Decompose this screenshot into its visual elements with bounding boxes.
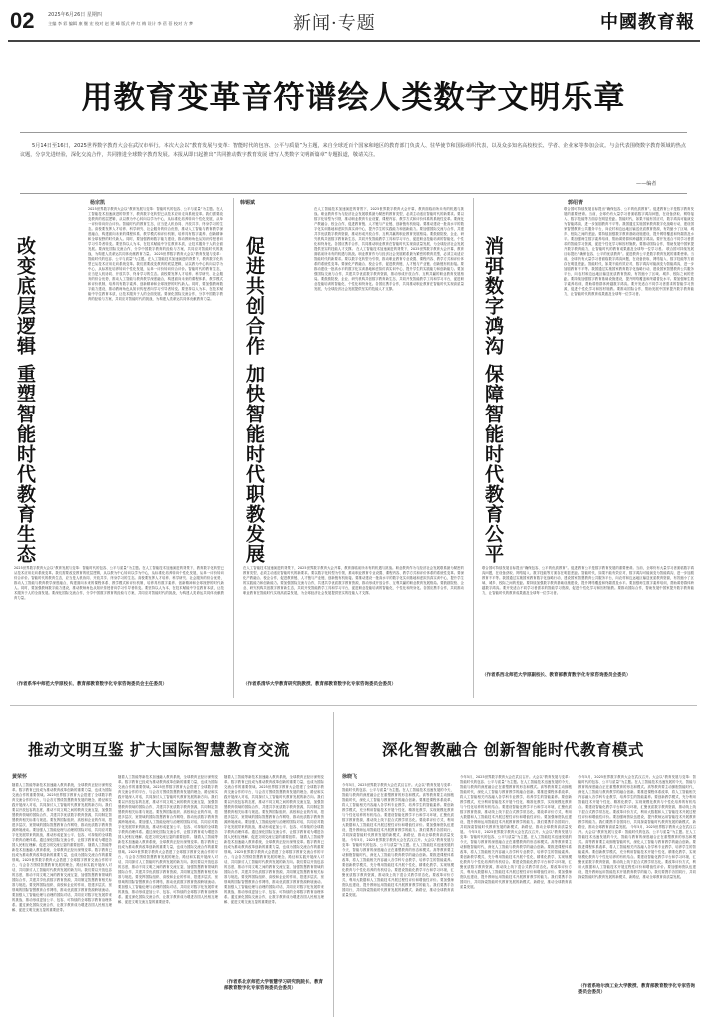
column-divider (473, 198, 474, 698)
section-name: 新闻·专题 (293, 13, 376, 34)
editor-note (20, 142, 686, 159)
column-caption: （作者系华中师范大学原校长、教育部教育数字化专家咨询委员会主任委员） (14, 682, 167, 687)
section-rule (10, 705, 697, 706)
column-title: 消弭数字鸿沟 保障智能时代教育公平 (482, 236, 504, 564)
bottom-divider (333, 712, 334, 1017)
bottom-body-col1: 今年5月，2025世界数字教育大会在武汉召开。大会以“教育发展与变革：智能时代的包容、公平与质量”为主题。在人工智能技术迅速发展的今天，智能与教育的深度融合正在重塑教育的形态和模式。高等教育要主动拥抱智能时代，深化人工智能与教育教学的融合创新。要推进课程体系改革，将人工智能相关内容融入各学科专业教学，培养学生的智能素养。要创新教学模式，充分利用智能技术开展个性化、精准化教学，实现规模化教育与个性化培养的有机结合。要建设智能化教学平台和学习环境，汇聚优质数字教育资源，推动线上线下混合式教学常态化。要改革评价方式，利用大数据和人工智能技术开展过程性评价和增值性评价。要加强师资队伍建设，提升教师运用智能技术开展教育教学的能力。我们要携手各国同行，共同探索智能时代教育发展的新模式、新路径，推动全球教育高质量发展。 今年5月，2025世界数字教育大会在武汉召开。大会以“教育发展与变革：智能时代的包容、公平与质量”为主题。在人工智能技术迅速发展的今天，智能与教育的深度融合正在重塑教育的形态和模式。高等教育要主动拥抱智能时代，深化人工智能与教育教学的融合创新。要推进课程体系改革，将人工智能相关内容融入各学科专业教学，培养学生的智能素养。要创新教学模式，充分利用智能技术开展个性化、精准化教学，实现规模化教育与个性化培养的有机结合。要建设智能化教学平台和学习环境，汇聚优质数字教育资源，推动线上线下混合式教学常态化。要改革评价方式，利用大数据和人工智能技术开展过程性评价和增值性评价。要加强师资队伍建设，提升教师运用智能技术开展教育教学的能力。我们要携手各国同行，共同探索智能时代教育发展的新模式、新路径，推动全球教育高质量发展。 (342, 783, 454, 897)
column-body-lower: 2025世界数字教育大会以“教育发展与变革：智能时代的包容、公平与质量”为主题。在人工智能技术加速演进的背景下，教育数字化转型已从技术应用走向系统变革。我们需要改变教育的底层逻辑，从以教为中心转向以学为中心，从标准化培养转向个性化发展，从单一评价转向综合评价。智能时代的教育生态，应当是人机协同、开放共享、终身学习的生态。高校要发挥人才培养、科学研究、社会服务的综合优势，推动人工智能与教育教学深度融合，构建面向未来的课程体系、教学模式和评价机制，培养具有数字素养、创新精神和全球视野的时代新人。同时，要加强教师数字能力建设，推动教师角色从知识传授者向学习引导者转变。要坚持以人为本，在技术赋能中守住教育本质，让技术服务于人的全面发展。要深化国际交流合作，分享中国数字教育的经验与方案，共同应对智能时代的挑战，为构建人类命运共同体贡献教育力量。 (14, 566, 224, 600)
headline: 用教育变革音符谱绘人类数字文明乐章 (81, 80, 626, 116)
page-number: 02 (10, 8, 35, 33)
bottom-title: 深化智教融合 创新智能时代教育模式 (382, 741, 644, 759)
bottom-body-col3: 随着人工智能等新技术加速融入教育系统，全球教育正经历深刻变革。数字教育已经成为推动教育改革创新的重要力量，也成为国际交流合作的重要领域。2025世界数字教育大会搭建了全球数字教育交流合作的平台，与会各方围绕智慧教育发展的理念、路径和实践开展深入对话，共同探讨人工智能时代教育发展的新方向。我们要以开放包容的态度，推动不同文明之间的教育交流互鉴，加强智慧教育领域的国际合作，共建共享优质数字教育资源，共同制定智慧教育相关标准与规范。要发挥国际组织、高校和企业的作用，搭建多层次、宽领域的国际智慧教育合作网络，推动优质数字教育资源跨境流动。要加强人工智能伦理与治理的国际对话，共同应对数字化发展带来的挑战，推动形成更加公平、包容、可持续的全球数字教育治理体系。通过深化国际交流合作，让数字教育成为增进各国人民相互理解、促进文明交流互鉴的重要纽带。 随着人工智能等新技术加速融入教育系统，全球教育正经历深刻变革。数字教育已经成为推动教育改革创新的重要力量，也成为国际交流合作的重要领域。2025世界数字教育大会搭建了全球数字教育交流合作的平台，与会各方围绕智慧教育发展的理念、路径和实践开展深入对话，共同探讨人工智能时代教育发展的新方向。我们要以开放包容的态度，推动不同文明之间的教育交流互鉴，加强智慧教育领域的国际合作，共建共享优质数字教育资源，共同制定智慧教育相关标准与规范。要发挥国际组织、高校和企业的作用，搭建多层次、宽领域的国际智慧教育合作网络，推动优质数字教育资源跨境流动。要加强人工智能伦理与治理的国际对话，共同应对数字化发展带来的挑战，推动形成更加公平、包容、可持续的全球数字教育治理体系。通过深化国际交流合作，让数字教育成为增进各国人民相互理解、促进文明交流互鉴的重要纽带。 (224, 775, 324, 904)
bottom-author: 徐晓飞 (342, 774, 358, 780)
editor-note-text: 5月14日至16日，2025世界数字教育大会在武汉市举行。本次大会以“教育发展与变革：智能时代的包容、公平与质量”为主题，来自全球近百个国家和地区的教育部门负责人、驻华使节和国际组织代表，以及众多知名高校校长、学者、企业家等参加会议。与会代表围绕数字教育领域的热点议题，分享先进经验，深化交流合作，共同推进全球数字教育发展。本报从即日起推出“共同推动数字教育发展 谱写人类数字文明新篇章”专题报道，敬请关注。 (20, 143, 686, 158)
column-author: 杨宗凯 (90, 200, 106, 206)
column-title: 促进共创合作 加快智能时代职教发展 (243, 236, 265, 564)
header-rule (8, 40, 700, 42)
column-body: 在人工智能技术加速演进的背景下，2025世界数字教育大会开幕，教育面临前所未有的机遇与挑战。职业教育作为与经济社会发展联系最为紧密的教育类型，必须主动适应智能时代的新要求。要以数字化转型为引领，推动职业教育专业设置、课程内容、教学方式和评价体系的系统性变革。要深化产教融合、校企合作，促进教育链、人才链与产业链、创新链有机衔接。要推动建设一批高水平的数字化实训基地和虚拟仿真实训中心，提升学生的实践能力和创新能力。要加强国际交流与合作，共建共享优质数字教育资源，推动形成开放合作、互利共赢的职业教育发展格局。要鼓励院校、企业、研究机构共创数字教育新生态，共同开发智能教学工具和学习平台，促进职业技能培训的智能化、个性化和终身化。各国应携手合作，共同推动职业教育在智能时代实现高质量发展，为全球经济社会发展提供坚实的技能人才支撑。 在人工智能技术加速演进的背景下，2025世界数字教育大会开幕，教育面临前所未有的机遇与挑战。职业教育作为与经济社会发展联系最为紧密的教育类型，必须主动适应智能时代的新要求。要以数字化转型为引领，推动职业教育专业设置、课程内容、教学方式和评价体系的系统性变革。要深化产教融合、校企合作，促进教育链、人才链与产业链、创新链有机衔接。要推动建设一批高水平的数字化实训基地和虚拟仿真实训中心，提升学生的实践能力和创新能力。要加强国际交流与合作，共建共享优质数字教育资源，推动形成开放合作、互利共赢的职业教育发展格局。要鼓励院校、企业、研究机构共创数字教育新生态，共同开发智能教学工具和学习平台，促进职业技能培训的智能化、个性化和终身化。各国应携手合作，共同推动职业教育在智能时代实现高质量发展，为全球经济社会发展提供坚实的技能人才支撑。 (314, 207, 464, 291)
bottom-body-col1: 随着人工智能等新技术加速融入教育系统，全球教育正经历深刻变革。数字教育已经成为推动教育改革创新的重要力量，也成为国际交流合作的重要领域。2025世界数字教育大会搭建了全球数字教育交流合作的平台，与会各方围绕智慧教育发展的理念、路径和实践开展深入对话，共同探讨人工智能时代教育发展的新方向。我们要以开放包容的态度，推动不同文明之间的教育交流互鉴，加强智慧教育领域的国际合作，共建共享优质数字教育资源，共同制定智慧教育相关标准与规范。要发挥国际组织、高校和企业的作用，搭建多层次、宽领域的国际智慧教育合作网络，推动优质数字教育资源跨境流动。要加强人工智能伦理与治理的国际对话，共同应对数字化发展带来的挑战，推动形成更加公平、包容、可持续的全球数字教育治理体系。通过深化国际交流合作，让数字教育成为增进各国人民相互理解、促进文明交流互鉴的重要纽带。 随着人工智能等新技术加速融入教育系统，全球教育正经历深刻变革。数字教育已经成为推动教育改革创新的重要力量，也成为国际交流合作的重要领域。2025世界数字教育大会搭建了全球数字教育交流合作的平台，与会各方围绕智慧教育发展的理念、路径和实践开展深入对话，共同探讨人工智能时代教育发展的新方向。我们要以开放包容的态度，推动不同文明之间的教育交流互鉴，加强智慧教育领域的国际合作，共建共享优质数字教育资源，共同制定智慧教育相关标准与规范。要发挥国际组织、高校和企业的作用，搭建多层次、宽领域的国际智慧教育合作网络，推动优质数字教育资源跨境流动。要加强人工智能伦理与治理的国际对话，共同应对数字化发展带来的挑战，推动形成更加公平、包容、可持续的全球数字教育治理体系。通过深化国际交流合作，让数字教育成为增进各国人民相互理解、促进文明交流互鉴的重要纽带。 (12, 783, 112, 912)
note-rule (20, 193, 687, 194)
bottom-caption: （作者系北京师范大学智慧学习研究院院长、教育部教育数字化专家咨询委员会委员） (224, 980, 323, 991)
bottom-author: 黄荣怀 (12, 774, 28, 780)
column-caption: （作者系清华大学教育研究院教授、教育部教育数字化专家咨询委员会委员） (243, 682, 396, 687)
page-header (0, 0, 707, 44)
headline-rule (20, 132, 687, 133)
column-body-lower: 在人工智能技术加速演进的背景下，2025世界数字教育大会开幕，教育面临前所未有的机遇与挑战。职业教育作为与经济社会发展联系最为紧密的教育类型，必须主动适应智能时代的新要求。要以数字化转型为引领，推动职业教育专业设置、课程内容、教学方式和评价体系的系统性变革。要深化产教融合、校企合作，促进教育链、人才链与产业链、创新链有机衔接。要推动建设一批高水平的数字化实训基地和虚拟仿真实训中心，提升学生的实践能力和创新能力。要加强国际交流与合作，共建共享优质数字教育资源，推动形成开放合作、互利共赢的职业教育发展格局。要鼓励院校、企业、研究机构共创数字教育新生态，共同开发智能教学工具和学习平台，促进职业技能培训的智能化、个性化和终身化。各国应携手合作，共同推动职业教育在智能时代实现高质量发展，为全球经济社会发展提供坚实的技能人才支撑。 (243, 566, 464, 595)
column-author: 韩锡斌 (240, 200, 256, 206)
bottom-body-col2: 今年5月，2025世界数字教育大会在武汉召开。大会以“教育发展与变革：智能时代的包容、公平与质量”为主题。在人工智能技术迅速发展的今天，智能与教育的深度融合正在重塑教育的形态和模式。高等教育要主动拥抱智能时代，深化人工智能与教育教学的融合创新。要推进课程体系改革，将人工智能相关内容融入各学科专业教学，培养学生的智能素养。要创新教学模式，充分利用智能技术开展个性化、精准化教学，实现规模化教育与个性化培养的有机结合。要建设智能化教学平台和学习环境，汇聚优质数字教育资源，推动线上线下混合式教学常态化。要改革评价方式，利用大数据和人工智能技术开展过程性评价和增值性评价。要加强师资队伍建设，提升教师运用智能技术开展教育教学的能力。我们要携手各国同行，共同探索智能时代教育发展的新模式、新路径，推动全球教育高质量发展。 今年5月，2025世界数字教育大会在武汉召开。大会以“教育发展与变革：智能时代的包容、公平与质量”为主题。在人工智能技术迅速发展的今天，智能与教育的深度融合正在重塑教育的形态和模式。高等教育要主动拥抱智能时代，深化人工智能与教育教学的融合创新。要推进课程体系改革，将人工智能相关内容融入各学科专业教学，培养学生的智能素养。要创新教学模式，充分利用智能技术开展个性化、精准化教学，实现规模化教育与个性化培养的有机结合。要建设智能化教学平台和学习环境，汇聚优质数字教育资源，推动线上线下混合式教学常态化。要改革评价方式，利用大数据和人工智能技术开展过程性评价和增值性评价。要加强师资队伍建设，提升教师运用智能技术开展教育教学的能力。我们要携手各国同行，共同探索智能时代教育发展的新模式、新路径，推动全球教育高质量发展。 (460, 775, 572, 889)
column-body: 联合国可持续发展目标提出“确保包容、公平的优质教育”。促进教育公平是数字教育发展的重要使命。当前，全球仍有大量学习者面临数字鸿沟问题，在设备获取、网络接入、数字技能等方面存在明显差距。智能时代，如果不能有效应对，数字鸿沟可能演变为智能鸿沟，进一步加剧教育不平等。我国通过实施国家教育数字化战略行动，建设国家智慧教育公共服务平台，向农村和边远地区输送优质教育资源，有效缩小了区域、城乡、校际之间的差距。要持续加强数字教育基础设施建设，提升网络覆盖和终端普及水平。要加强师生数字素养培训，帮助弱势群体跨越数字鸿沟。要开发适合不同学习者需求的智能学习资源，促进个性化学习和因材施教。要推动国际合作，帮助发展中国家提升数字教育能力，让智能时代的教育成果惠及全球每一位学习者。 联合国可持续发展目标提出“确保包容、公平的优质教育”。促进教育公平是数字教育发展的重要使命。当前，全球仍有大量学习者面临数字鸿沟问题，在设备获取、网络接入、数字技能等方面存在明显差距。智能时代，如果不能有效应对，数字鸿沟可能演变为智能鸿沟，进一步加剧教育不平等。我国通过实施国家教育数字化战略行动，建设国家智慧教育公共服务平台，向农村和边远地区输送优质教育资源，有效缩小了区域、城乡、校际之间的差距。要持续加强数字教育基础设施建设，提升网络覆盖和终端普及水平。要加强师生数字素养培训，帮助弱势群体跨越数字鸿沟。要开发适合不同学习者需求的智能学习资源，促进个性化学习和因材施教。要推动国际合作，帮助发展中国家提升数字教育能力，让智能时代的教育成果惠及全球每一位学习者。 (564, 207, 694, 296)
column-author: 郭绍青 (568, 200, 584, 206)
column-caption: （作者系西北师范大学原副校长、教育部教育数字化专家咨询委员会委员） (482, 673, 631, 678)
masthead-logo: 中國教育報 (600, 12, 695, 33)
bottom-body-col2: 随着人工智能等新技术加速融入教育系统，全球教育正经历深刻变革。数字教育已经成为推动教育改革创新的重要力量，也成为国际交流合作的重要领域。2025世界数字教育大会搭建了全球数字教育交流合作的平台，与会各方围绕智慧教育发展的理念、路径和实践开展深入对话，共同探讨人工智能时代教育发展的新方向。我们要以开放包容的态度，推动不同文明之间的教育交流互鉴，加强智慧教育领域的国际合作，共建共享优质数字教育资源，共同制定智慧教育相关标准与规范。要发挥国际组织、高校和企业的作用，搭建多层次、宽领域的国际智慧教育合作网络，推动优质数字教育资源跨境流动。要加强人工智能伦理与治理的国际对话，共同应对数字化发展带来的挑战，推动形成更加公平、包容、可持续的全球数字教育治理体系。通过深化国际交流合作，让数字教育成为增进各国人民相互理解、促进文明交流互鉴的重要纽带。 随着人工智能等新技术加速融入教育系统，全球教育正经历深刻变革。数字教育已经成为推动教育改革创新的重要力量，也成为国际交流合作的重要领域。2025世界数字教育大会搭建了全球数字教育交流合作的平台，与会各方围绕智慧教育发展的理念、路径和实践开展深入对话，共同探讨人工智能时代教育发展的新方向。我们要以开放包容的态度，推动不同文明之间的教育交流互鉴，加强智慧教育领域的国际合作，共建共享优质数字教育资源，共同制定智慧教育相关标准与规范。要发挥国际组织、高校和企业的作用，搭建多层次、宽领域的国际智慧教育合作网络，推动优质数字教育资源跨境流动。要加强人工智能伦理与治理的国际对话，共同应对数字化发展带来的挑战，推动形成更加公平、包容、可持续的全球数字教育治理体系。通过深化国际交流合作，让数字教育成为增进各国人民相互理解、促进文明交流互鉴的重要纽带。 (118, 775, 218, 904)
column-title: 改变底层逻辑 重塑智能时代教育生态 (14, 236, 36, 564)
bottom-title: 推动文明互鉴 扩大国际智慧教育交流 (28, 741, 290, 759)
column-body: 2025世界数字教育大会以“教育发展与变革：智能时代的包容、公平与质量”为主题。在人工智能技术加速演进的背景下，教育数字化转型已从技术应用走向系统变革。我们需要改变教育的底层逻辑，从以教为中心转向以学为中心，从标准化培养转向个性化发展，从单一评价转向综合评价。智能时代的教育生态，应当是人机协同、开放共享、终身学习的生态。高校要发挥人才培养、科学研究、社会服务的综合优势，推动人工智能与教育教学深度融合，构建面向未来的课程体系、教学模式和评价机制，培养具有数字素养、创新精神和全球视野的时代新人。同时，要加强教师数字能力建设，推动教师角色从知识传授者向学习引导者转变。要坚持以人为本，在技术赋能中守住教育本质，让技术服务于人的全面发展。要深化国际交流合作，分享中国数字教育的经验与方案，共同应对智能时代的挑战，为构建人类命运共同体贡献教育力量。 2025世界数字教育大会以“教育发展与变革：智能时代的包容、公平与质量”为主题。在人工智能技术加速演进的背景下，教育数字化转型已从技术应用走向系统变革。我们需要改变教育的底层逻辑，从以教为中心转向以学为中心，从标准化培养转向个性化发展，从单一评价转向综合评价。智能时代的教育生态，应当是人机协同、开放共享、终身学习的生态。高校要发挥人才培养、科学研究、社会服务的综合优势，推动人工智能与教育教学深度融合，构建面向未来的课程体系、教学模式和评价机制，培养具有数字素养、创新精神和全球视野的时代新人。同时，要加强教师数字能力建设，推动教师角色从知识传授者向学习引导者转变。要坚持以人为本，在技术赋能中守住教育本质，让技术服务于人的全面发展。要深化国际交流合作，分享中国数字教育的经验与方案，共同应对智能时代的挑战，为构建人类命运共同体贡献教育力量。 (88, 207, 223, 301)
column-body-text: 2025世界数字教育大会以“教育发展与变革：智能时代的包容、公平与质量”为主题。在人工智能技术加速演进的背景下，教育数字化转型已从技术应用走向系统变革。我们需要改变教育的底层逻辑，从以教为中心转向以学为中心，从标准化培养转向个性化发展，从单一评价转向综合评价。智能时代的教育生态，应当是人机协同、开放共享、终身学习的生态。高校要发挥人才培养、科学研究、社会服务的综合优势，推动人工智能与教育教学深度融合，构建面向未来的课程体系、教学模式和评价机制，培养具有数字素养、创新精神和全球视野的时代新人。同时，要加强教师数字能力建设，推动教师角色从知识传授者向学习引导者转变。要坚持以人为本，在技术赋能中守住教育本质，让技术服务于人的全面发展。要深化国际交流合作，分享中国数字教育的经验与方案，共同应对智能时代的挑战，为构建人类命运共同体贡献教育力量。 (88, 207, 223, 256)
column-body-lower: 联合国可持续发展目标提出“确保包容、公平的优质教育”。促进教育公平是数字教育发展的重要使命。当前，全球仍有大量学习者面临数字鸿沟问题，在设备获取、网络接入、数字技能等方面存在明显差距。智能时代，如果不能有效应对，数字鸿沟可能演变为智能鸿沟，进一步加剧教育不平等。我国通过实施国家教育数字化战略行动，建设国家智慧教育公共服务平台，向农村和边远地区输送优质教育资源，有效缩小了区域、城乡、校际之间的差距。要持续加强数字教育基础设施建设，提升网络覆盖和终端普及水平。要加强师生数字素养培训，帮助弱势群体跨越数字鸿沟。要开发适合不同学习者需求的智能学习资源，促进个性化学习和因材施教。要推动国际合作，帮助发展中国家提升数字教育能力，让智能时代的教育成果惠及全球每一位学习者。 (482, 566, 694, 595)
editor-line: 主编 李 彩 编辑 康 继 宏 校对 赵 建 峰 版式 仲 红 梅 设计 李 蓓 蓓 校对 方 梦 (48, 21, 194, 26)
column-divider (233, 198, 234, 698)
editor-note-signature: ——编者 (636, 181, 657, 187)
date-line: 2025年6月26日 星期四 (48, 12, 102, 18)
bottom-caption: （作者系哈尔滨工业大学教授、教育部教育数字化专家咨询委员会委员） (578, 984, 695, 995)
bottom-body-col3: 今年5月，2025世界数字教育大会在武汉召开。大会以“教育发展与变革：智能时代的包容、公平与质量”为主题。在人工智能技术迅速发展的今天，智能与教育的深度融合正在重塑教育的形态和模式。高等教育要主动拥抱智能时代，深化人工智能与教育教学的融合创新。要推进课程体系改革，将人工智能相关内容融入各学科专业教学，培养学生的智能素养。要创新教学模式，充分利用智能技术开展个性化、精准化教学，实现规模化教育与个性化培养的有机结合。要建设智能化教学平台和学习环境，汇聚优质数字教育资源，推动线上线下混合式教学常态化。要改革评价方式，利用大数据和人工智能技术开展过程性评价和增值性评价。要加强师资队伍建设，提升教师运用智能技术开展教育教学的能力。我们要携手各国同行，共同探索智能时代教育发展的新模式、新路径，推动全球教育高质量发展。 今年5月，2025世界数字教育大会在武汉召开。大会以“教育发展与变革：智能时代的包容、公平与质量”为主题。在人工智能技术迅速发展的今天，智能与教育的深度融合正在重塑教育的形态和模式。高等教育要主动拥抱智能时代，深化人工智能与教育教学的融合创新。要推进课程体系改革，将人工智能相关内容融入各学科专业教学，培养学生的智能素养。要创新教学模式，充分利用智能技术开展个性化、精准化教学，实现规模化教育与个性化培养的有机结合。要建设智能化教学平台和学习环境，汇聚优质数字教育资源，推动线上线下混合式教学常态化。要改革评价方式，利用大数据和人工智能技术开展过程性评价和增值性评价。要加强师资队伍建设，提升教师运用智能技术开展教育教学的能力。我们要携手各国同行，共同探索智能时代教育发展的新模式、新路径，推动全球教育高质量发展。 (578, 775, 696, 879)
